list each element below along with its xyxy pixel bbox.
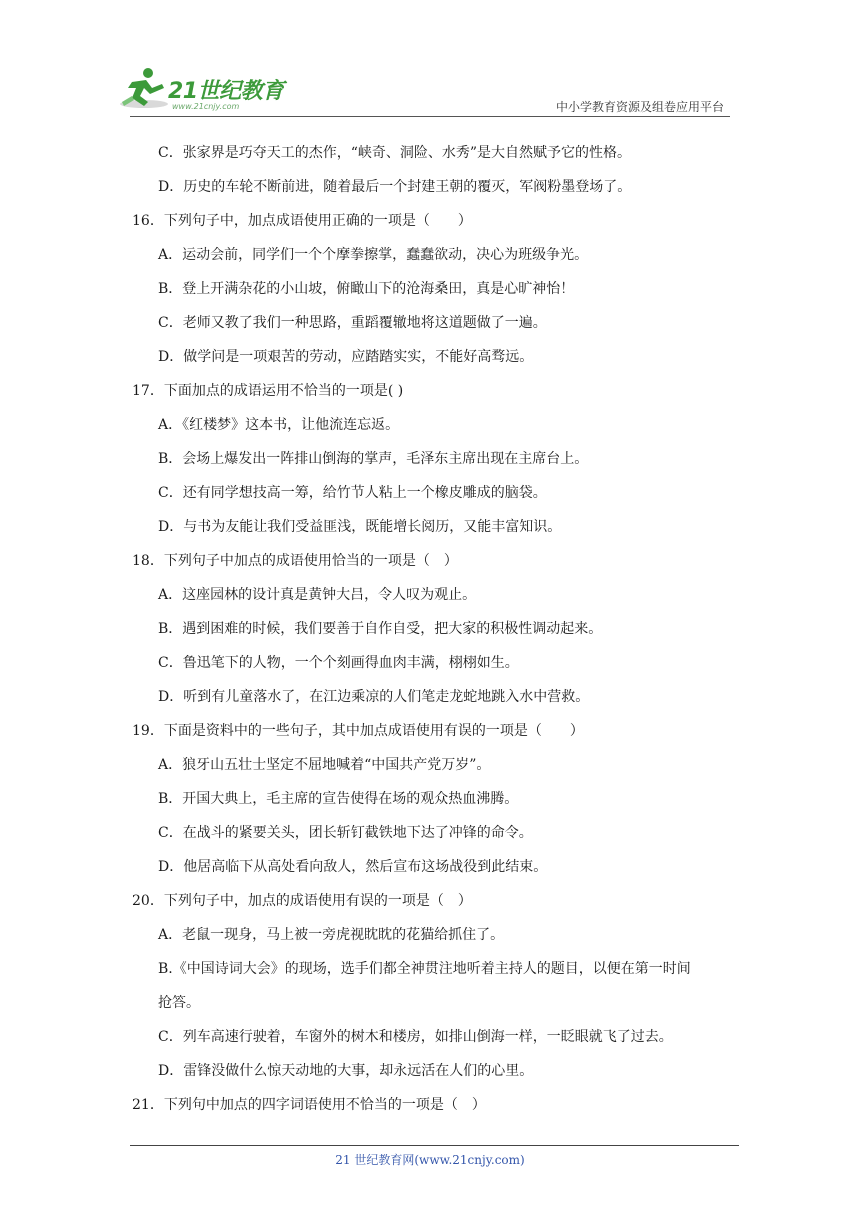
option-line: B．登上开满杂花的小山坡，俯瞰山下的沧海桑田，真是心旷神怡！: [158, 281, 575, 297]
option-line: B．会场上爆发出一阵排山倒海的掌声，毛泽东主席出现在主席台上。: [158, 451, 589, 467]
page-footer: 21 世纪教育网(www.21cnjy.com): [335, 1153, 525, 1167]
question-stem: 19．下面是资料中的一些句子，其中加点成语使用有误的一项是（ ）: [132, 723, 584, 739]
question-stem: 21．下列句中加点的四字词语使用不恰当的一项是（ ）: [132, 1097, 486, 1113]
option-line: D．他居高临下从高处看向敌人，然后宣布这场战役到此结束。: [158, 859, 548, 875]
logo-wordmark: 21世纪教育: [168, 79, 284, 104]
option-line: A．老鼠一现身，马上被一旁虎视眈眈的花猫给抓住了。: [158, 927, 505, 943]
option-line: C．张家界是巧夺天工的杰作，“峡奇、洞险、水秀”是大自然赋予它的性格。: [158, 145, 632, 161]
option-line: D．听到有儿童落水了，在江边乘凉的人们笔走龙蛇地跳入水中营救。: [158, 689, 590, 705]
option-line: D．历史的车轮不断前进，随着最后一个封建王朝的覆灭，军阀粉墨登场了。: [158, 179, 632, 195]
site-logo: [118, 62, 288, 116]
option-line: C．列车高速行驶着，车窗外的树木和楼房，如排山倒海一样，一眨眼就飞了过去。: [158, 1029, 673, 1045]
question-stem: 17．下面加点的成语运用不恰当的一项是( ): [132, 383, 404, 399]
question-stem: 16．下列句子中，加点成语使用正确的一项是（ ）: [132, 213, 472, 229]
question-stem: 20．下列句子中，加点的成语使用有误的一项是（ ）: [132, 893, 472, 909]
option-line: A．这座园林的设计真是黄钟大吕，令人叹为观止。: [158, 587, 477, 603]
header-divider: [130, 116, 730, 117]
option-line: C．在战斗的紧要关头，团长斩钉截铁地下达了冲锋的命令。: [158, 825, 533, 841]
option-line: A．运动会前，同学们一个个摩拳擦掌，蠢蠢欲动，决心为班级争光。: [158, 247, 589, 263]
option-line: D．做学问是一项艰苦的劳动，应踏踏实实，不能好高骛远。: [158, 349, 534, 365]
option-line: B．开国大典上，毛主席的宣告使得在场的观众热血沸腾。: [158, 791, 519, 807]
page-header: [118, 62, 730, 122]
option-line: A．狼牙山五壮士坚定不屈地喊着“中国共产党万岁”。: [158, 757, 491, 773]
option-line: D．与书为友能让我们受益匪浅，既能增长阅历，又能丰富知识。: [158, 519, 562, 535]
question-content: [132, 136, 742, 1122]
option-line: B.《中国诗词大会》的现场，选手们都全神贯注地听着主持人的题目，以便在第一时间: [158, 961, 691, 977]
option-line: A．《红楼梦》这本书，让他流连忘返。: [158, 417, 400, 433]
option-line: C．鲁迅笔下的人物，一个个刻画得血肉丰满，栩栩如生。: [158, 655, 519, 671]
footer-divider: [130, 1145, 739, 1146]
option-line: B．遇到困难的时候，我们要善于自作自受，把大家的积极性调动起来。: [158, 621, 603, 637]
option-line: C．还有同学想技高一筹，给竹节人粘上一个橡皮雕成的脑袋。: [158, 485, 547, 501]
logo-url: www.21cnjy.com: [172, 102, 240, 111]
option-continuation: 抢答。: [158, 995, 200, 1011]
header-tagline: 中小学教育资源及组卷应用平台: [555, 100, 724, 114]
question-stem: 18．下列句子中加点的成语使用恰当的一项是（ ）: [132, 553, 458, 569]
option-line: C．老师又教了我们一种思路，重蹈覆辙地将这道题做了一遍。: [158, 315, 547, 331]
option-line: D．雷锋没做什么惊天动地的大事，却永远活在人们的心里。: [158, 1063, 534, 1079]
runner-icon: [118, 66, 170, 112]
